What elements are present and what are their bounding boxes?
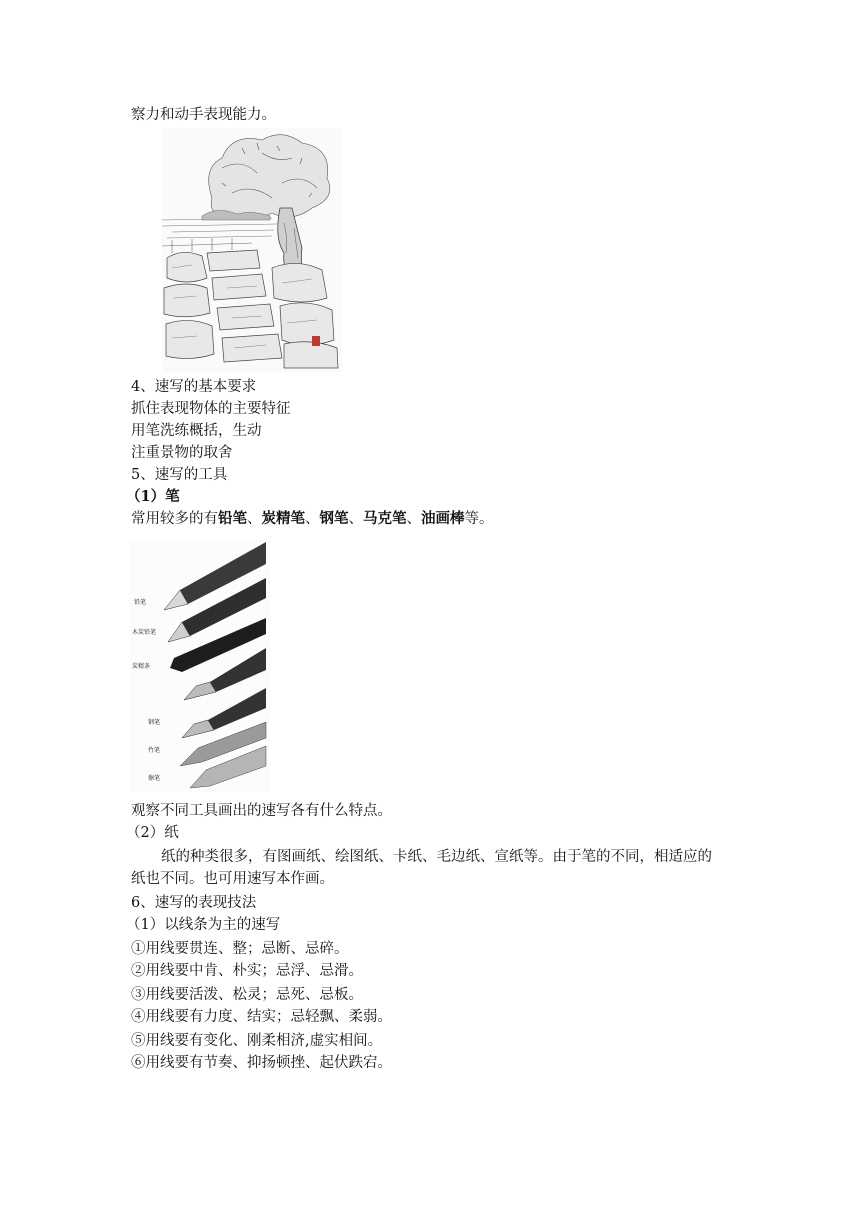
line-rule: ②用线要中肯、朴实；忌浮、忌滑。 <box>131 963 363 979</box>
label-bamboo-pen: 竹笔 <box>148 747 161 754</box>
tool-charcoal-pencil: 炭精笔 <box>261 510 305 527</box>
section6-heading: 6、速写的表现技法 <box>131 895 257 911</box>
paper-subheading: （2）纸 <box>126 825 179 841</box>
section4-item: 抓住表现物体的主要特征 <box>131 401 291 417</box>
label-charcoal-stick: 炭精条 <box>132 663 151 670</box>
pen-sentence-prefix: 常用较多的有 <box>131 511 218 527</box>
line-rule: ④用线要有力度、结实；忌轻飘、柔弱。 <box>131 1009 392 1025</box>
section5-heading: 5、速写的工具 <box>131 467 228 483</box>
observe-text: 观察不同工具画出的速写各有什么特点。 <box>131 803 392 819</box>
line-rule: ⑥用线要有节奏、抑扬顿挫、起伏跌宕。 <box>131 1055 392 1071</box>
intro-tail-text: 察力和动手表现能力。 <box>131 107 276 123</box>
label-pencil: 铅笔 <box>134 599 147 606</box>
landscape-sketch-image <box>162 128 342 372</box>
paper-paragraph-line2: 纸也不同。也可用速写本作画。 <box>131 871 334 887</box>
pen-subheading: （1）笔 <box>126 488 180 505</box>
section4-heading: 4、速写的基本要求 <box>131 379 257 395</box>
tool-ink-pen: 钢笔 <box>319 510 349 527</box>
paper-paragraph-line1: 纸的种类很多，有图画纸、绘图纸、卡纸、毛边纸、宣纸等。由于笔的不同，相适应的 <box>161 849 712 865</box>
section4-item: 注重景物的取舍 <box>131 445 233 461</box>
label-ink-pen: 钢笔 <box>148 719 161 726</box>
tool-oil-pastel: 油画棒 <box>421 510 465 527</box>
section4-item: 用笔洗练概括，生动 <box>131 423 262 439</box>
drawing-tools-image <box>130 540 270 792</box>
label-charcoal-pencil: 木炭铅笔 <box>132 629 157 636</box>
line-rule: ①用线要贯连、整；忌断、忌碎。 <box>131 941 349 957</box>
pen-tools-sentence: 常用较多的有铅笔、炭精笔、钢笔、马克笔、油画棒等。 <box>131 510 494 527</box>
line-rule: ③用线要活泼、松灵；忌死、忌板。 <box>131 987 363 1003</box>
tool-pencil: 铅笔 <box>218 510 247 527</box>
tool-marker: 马克笔 <box>363 510 407 527</box>
label-stump: 擦笔 <box>148 775 161 782</box>
line-rule: ⑤用线要有变化、刚柔相济,虚实相间。 <box>131 1033 383 1049</box>
pen-sentence-suffix: 等。 <box>464 511 494 527</box>
section6-subheading: （1）以线条为主的速写 <box>126 917 281 933</box>
